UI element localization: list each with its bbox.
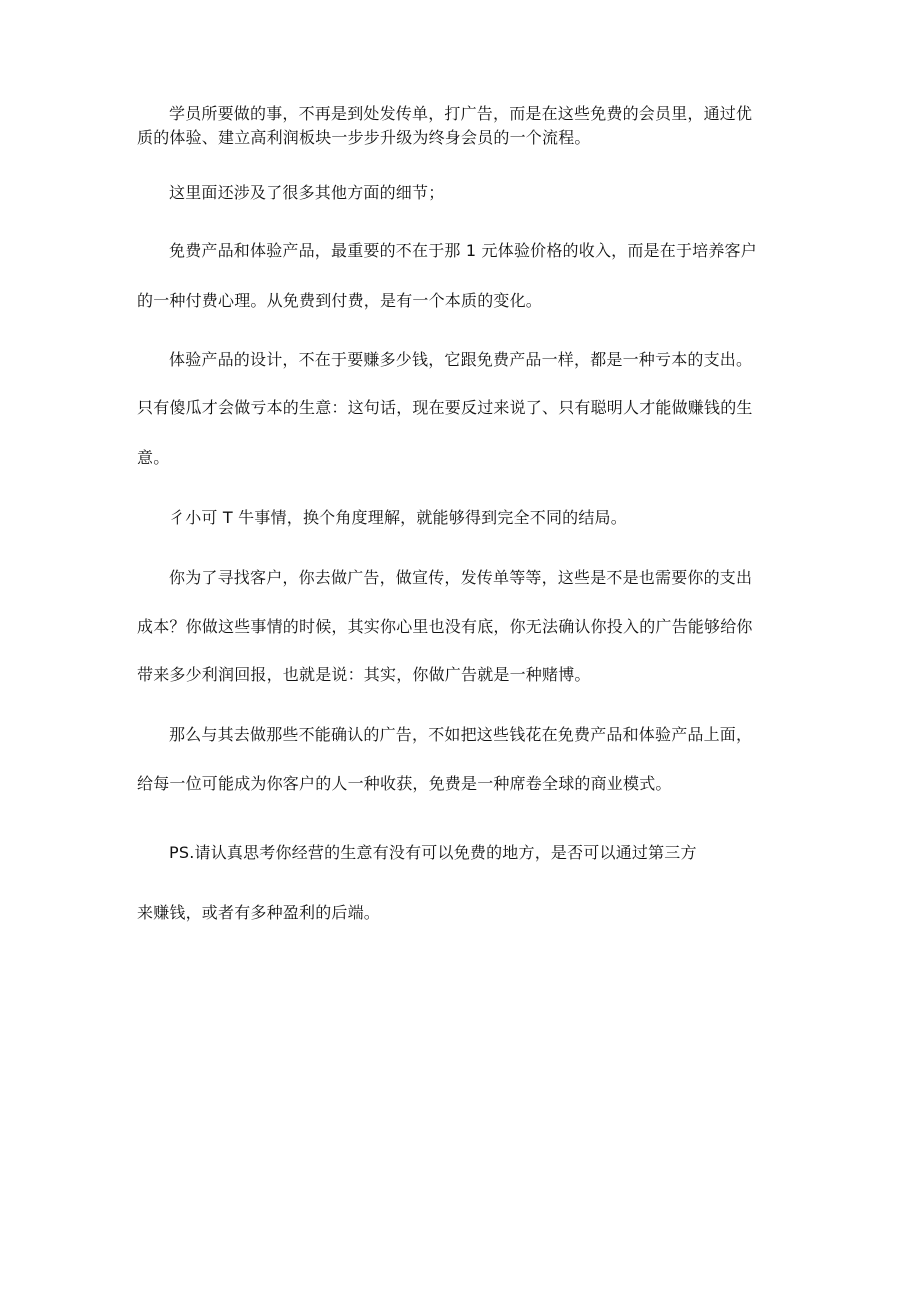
paragraph-4-line-3: 意。: [137, 448, 170, 467]
paragraph-6-line-3: 带来多少利润回报，也就是说：其实，你做广告就是一种赌博。: [137, 665, 591, 684]
paragraph-6-line-2: 成本？你做这些事情的时候，其实你心里也没有底，你无法确认你投入的广告能够给你: [137, 617, 753, 636]
paragraph-1-line-1: 学员所要做的事，不再是到处发传单，打广告，而是在这些免费的会员里，通过优: [169, 104, 753, 123]
paragraph-3-line-2: 的一种付费心理。从免费到付费，是有一个本质的变化。: [137, 291, 543, 310]
paragraph-8-line-2: 来赚钱，或者有多种盈利的后端。: [137, 903, 381, 922]
paragraph-7-line-2: 给每一位可能成为你客户的人一种收获，免费是一种席卷全球的商业模式。: [137, 774, 672, 793]
paragraph-4-line-2: 只有傻瓜才会做亏本的生意：这句话，现在要反过来说了、只有聪明人才能做赚钱的生: [137, 398, 753, 417]
paragraph-6-line-1: 你为了寻找客户，你去做广告，做宣传，发传单等等，这些是不是也需要你的支出: [169, 568, 753, 587]
paragraph-5-line-1: 彳小可 T 牛事情，换个角度理解，就能够得到完全不同的结局。: [169, 508, 627, 527]
paragraph-1-line-2: 质的体验、建立高利润板块一步步升级为终身会员的一个流程。: [137, 128, 591, 147]
paragraph-8-line-1: PS.请认真思考你经营的生意有没有可以免费的地方，是否可以通过第三方: [169, 843, 697, 862]
paragraph-3-line-1: 免费产品和体验产品，最重要的不在于那 1 元体验价格的收入，而是在于培养客户: [169, 241, 757, 260]
paragraph-7-line-1: 那么与其去做那些不能确认的广告，不如把这些钱花在免费产品和体验产品上面，: [169, 725, 753, 744]
paragraph-4-line-1: 体验产品的设计，不在于要赚多少钱，它跟免费产品一样，都是一种亏本的支出。: [169, 350, 753, 369]
paragraph-2-line-1: 这里面还涉及了很多其他方面的细节；: [169, 183, 445, 202]
